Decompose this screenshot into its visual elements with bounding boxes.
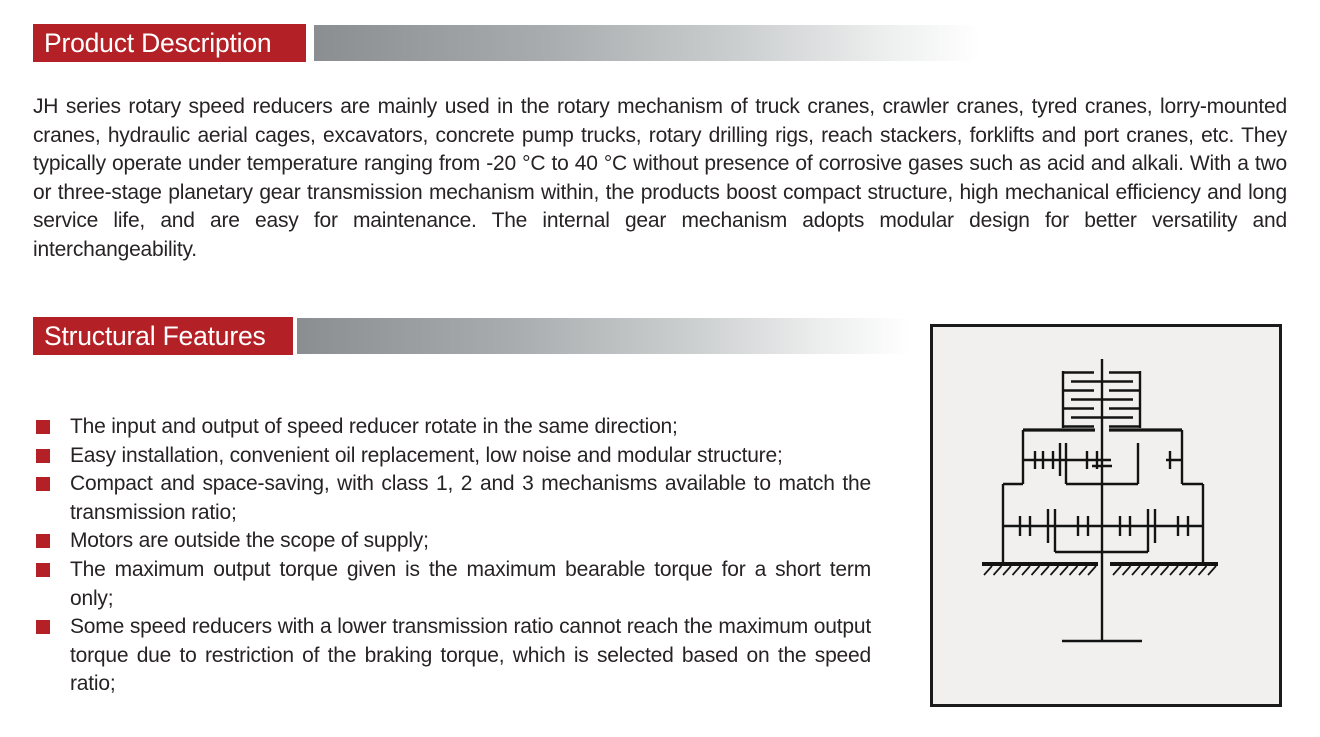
feature-item-text: Some speed reducers with a lower transmission ratio cannot reach the maximum output torque due to restriction of the braking torque, which is selected based on the speed ratio; <box>70 615 871 696</box>
bullet-square-icon <box>36 449 50 463</box>
feature-item-text: Easy installation, convenient oil replacement, low noise and modular structure; <box>70 443 783 467</box>
planetary-gear-schematic-diagram <box>930 324 1282 707</box>
product-description-paragraph: JH series rotary speed reducers are mainly used in the rotary mechanism of truck cranes, crawler cranes, tyred cranes, lorry-mounted cranes, hydraulic aerial cages, excavators, concrete pump trucks, rotary drilling rigs, reach stackers, forklifts and port cranes, etc. They typically operate under temperature ranging from -20 °C to 40 °C without presence of corrosive gases such as acid and alkali. With a two or three-stage planetary gear transmission mechanism within, the products boost compact structure, high mechanical efficiency and long service life, and are easy for maintenance. The internal gear mechanism adopts modular design for better versatility and interchangeability. <box>33 95 1287 261</box>
feature-item <box>33 613 871 699</box>
feature-item <box>33 470 871 527</box>
feature-item <box>33 413 871 442</box>
feature-item-text: Compact and space-saving, with class 1, 2 and 3 mechanisms available to match the transmission ratio; <box>70 472 871 524</box>
feature-item <box>33 442 871 471</box>
gradient-bar-structural-features <box>297 318 911 354</box>
section-header-structural-features <box>33 317 293 355</box>
gradient-bar-product-description <box>314 25 980 61</box>
section-header-product-description <box>33 24 306 62</box>
bullet-square-icon <box>36 534 50 548</box>
bullet-square-icon <box>36 563 50 577</box>
section-title-product-description: Product Description <box>44 27 272 58</box>
section-title-structural-features: Structural Features <box>44 320 266 351</box>
structural-features-list <box>33 413 871 699</box>
feature-item <box>33 527 871 556</box>
bullet-square-icon <box>36 420 50 434</box>
feature-item <box>33 556 871 613</box>
feature-item-text: The maximum output torque given is the maximum bearable torque for a short term only; <box>70 557 871 610</box>
feature-item-text: Motors are outside the scope of supply; <box>70 529 429 553</box>
gear-schematic-figure <box>930 324 1282 707</box>
feature-item-text: The input and output of speed reducer rotate in the same direction; <box>70 415 678 438</box>
bullet-square-icon <box>36 620 50 634</box>
bullet-square-icon <box>36 477 50 491</box>
